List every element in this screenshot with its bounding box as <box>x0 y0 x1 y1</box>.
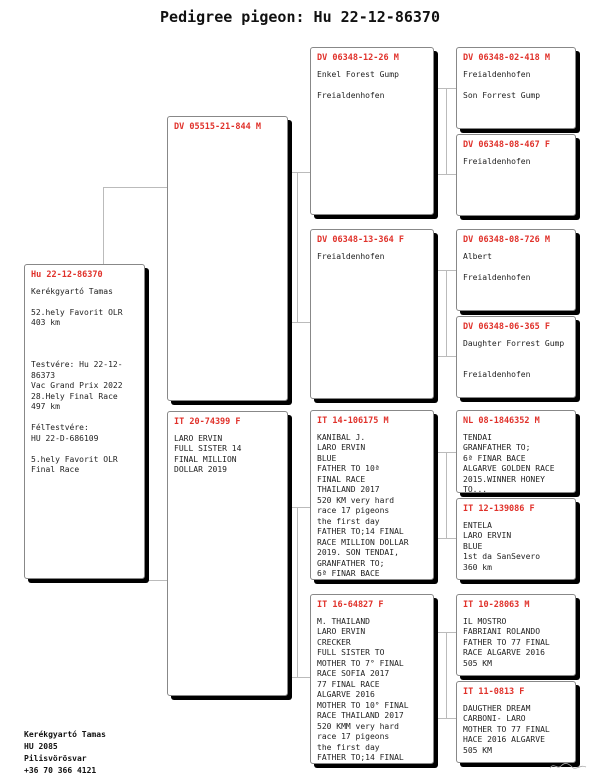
great-grandparent-card <box>456 47 576 129</box>
granddam-paternal-ring-number: DV 06348-13-364 F <box>317 235 404 245</box>
great-grandparent-ring-number: IT 11-0813 F <box>463 687 525 697</box>
sire-ring-number: DV 05515-21-844 M <box>174 122 261 132</box>
connector-line <box>297 507 298 677</box>
great-grandparent-details: Albert Freialdenhofen <box>463 251 531 282</box>
granddam-maternal-ring-number: IT 16-64827 F <box>317 600 384 610</box>
connector-line <box>446 452 447 538</box>
granddam-maternal-card <box>310 594 434 764</box>
connector-line <box>446 632 447 718</box>
grandsire-paternal-card <box>310 47 434 215</box>
connector-line <box>290 172 310 173</box>
great-grandparent-details: DAUGTHER DREAM CARBONI- LARO MOTHER TO 77 FINAL HACE 2016 ALGARVE 505 KM <box>463 703 550 755</box>
signature-mark <box>548 761 588 771</box>
great-grandparent-ring-number: DV 06348-02-418 M <box>463 53 550 63</box>
subject-details: Kerékgyartó Tamas 52.hely Favorit OLR 403 km Testvére: Hu 22-12-86373 Vac Grand Prix 2022 28.Hely Final Race 497 km FélTestvére: HU 22-D-686109 5.hely Favorit OLR Final Race <box>31 286 123 474</box>
great-grandparent-ring-number: IT 10-28063 M <box>463 600 530 610</box>
grandsire-maternal-card <box>310 410 434 580</box>
great-grandparent-card <box>456 498 576 580</box>
breeder-name: Kerékgyartó Tamas <box>24 730 106 739</box>
great-grandparent-card <box>456 134 576 216</box>
connector-line <box>436 538 456 539</box>
great-grandparent-card <box>456 229 576 311</box>
connector-line <box>446 88 447 174</box>
great-grandparent-card <box>456 681 576 763</box>
great-grandparent-ring-number: DV 06348-08-726 M <box>463 235 550 245</box>
connector-line <box>297 172 298 322</box>
granddam-paternal-card <box>310 229 434 399</box>
sire-card <box>167 116 288 401</box>
great-grandparent-details: Freialdenhofen Son Forrest Gump <box>463 69 541 100</box>
great-grandparent-details: IL MOSTRO FABRIANI ROLANDO FATHER TO 77 FINAL RACE ALGARVE 2016 505 KM <box>463 616 550 668</box>
connector-line <box>446 270 447 356</box>
breeder-contact <box>24 729 106 777</box>
great-grandparent-details: ENTELA LARO ERVIN BLUE 1st da SanSevero 360 km <box>463 520 541 572</box>
great-grandparent-card <box>456 410 576 493</box>
great-grandparent-card <box>456 594 576 676</box>
subject-card <box>24 264 145 579</box>
connector-line <box>436 356 456 357</box>
connector-line <box>290 322 310 323</box>
grandsire-paternal-ring-number: DV 06348-12-26 M <box>317 53 399 63</box>
great-grandparent-ring-number: DV 06348-08-467 F <box>463 140 550 150</box>
great-grandparent-ring-number: IT 12-139086 F <box>463 504 535 514</box>
dam-details: LARO ERVIN FULL SISTER 14 FINAL MILLION DOLLAR 2019 <box>174 433 242 474</box>
grandsire-maternal-ring-number: IT 14-106175 M <box>317 416 389 426</box>
connector-line <box>436 174 456 175</box>
connector-line <box>103 187 167 188</box>
great-grandparent-details: Freialdenhofen <box>463 156 531 166</box>
granddam-maternal-details: M. THAILAND LARO ERVIN CRECKER FULL SISTER TO MOTHER TO 7° FINAL RACE SOFIA 2017 77 FINAL RACE ALGARVE 2016 MOTHER TO 10° FINAL RACE THAILAND 2017 520 KMM very hard race 17 pigeons the first day FATHER TO;14 FINAL <box>317 616 409 762</box>
great-grandparent-ring-number: NL 08-1846352 M <box>463 416 540 426</box>
great-grandparent-details: Daughter Forrest Gump Freialdenhofen <box>463 338 565 379</box>
great-grandparent-ring-number: DV 06348-06-365 F <box>463 322 550 332</box>
breeder-code: HU 2085 <box>24 742 58 751</box>
dam-ring-number: IT 20-74399 F <box>174 417 241 427</box>
connector-line <box>436 718 456 719</box>
granddam-paternal-details: Freialdenhofen <box>317 251 385 261</box>
connector-line <box>290 677 310 678</box>
great-grandparent-card <box>456 316 576 398</box>
subject-ring-number: Hu 22-12-86370 <box>31 270 103 280</box>
connector-line <box>103 580 167 581</box>
grandsire-maternal-details: KANIBAL J. LARO ERVIN BLUE FATHER TO 10ª FINAL RACE THAILAND 2017 520 KM very hard race 17 pigeons the first day FATHER TO;14 FINAL RACE MILLION DOLLAR 2019. SON TENDAI, GRANFATHER TO; 6ª FINAR BACE <box>317 432 409 578</box>
great-grandparent-details: TENDAI GRANFATHER TO; 6ª FINAR BACE ALGARVE GOLDEN RACE 2015.WINNER HONEY TO... <box>463 432 555 493</box>
connector-line <box>103 187 104 267</box>
dam-card <box>167 411 288 696</box>
grandsire-paternal-details: Enkel Forest Gump Freialdenhofen <box>317 69 399 100</box>
breeder-city: Pilisvörösvar <box>24 754 87 763</box>
page-title: Pedigree pigeon: Hu 22-12-86370 <box>160 8 440 26</box>
breeder-phone: +36 70 366 4121 <box>24 766 97 775</box>
connector-line <box>290 507 310 508</box>
